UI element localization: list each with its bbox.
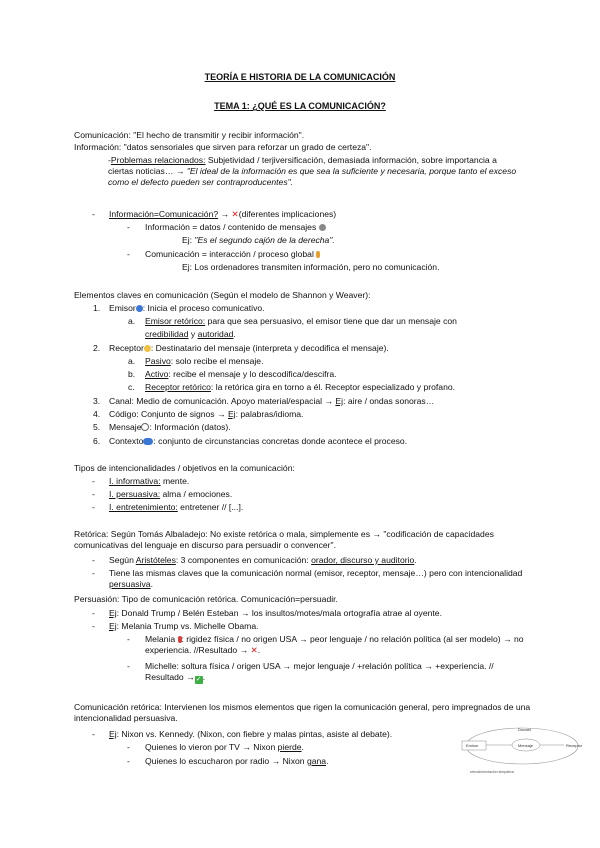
trump-example: Ej: Donald Trump / Belén Esteban → los insultos/motes/mala ortografía atrae al oyente. bbox=[109, 608, 442, 618]
list-number: 4. bbox=[93, 409, 101, 419]
bullet-dash: - bbox=[92, 209, 95, 219]
aristoteles-line: Según Aristóteles: 3 componentes en comunicación: orador, discurso y auditorio. bbox=[109, 555, 417, 565]
ear-icon bbox=[144, 345, 151, 352]
bullet-dash: - bbox=[92, 568, 95, 578]
eq-com-example: Ej: Los ordenadores transmiten información, pero no comunicación. bbox=[182, 262, 440, 272]
bullet-dash: - bbox=[127, 249, 130, 259]
tipo-persuasiva: I. persuasiva: alma / emociones. bbox=[109, 489, 233, 499]
melania-michelle-example: Ej: Melania Trump vs. Michelle Obama. bbox=[109, 621, 259, 631]
robot-icon bbox=[319, 224, 326, 231]
nixon-tv-line: Quienes lo vieron por TV → Nixon pierde. bbox=[145, 742, 304, 752]
nixon-radio-line: Quienes lo escucharon por radio → Nixon gana. bbox=[145, 756, 329, 766]
problemas-label: Problemas relacionados: bbox=[110, 155, 206, 165]
codigo-line: Código: Conjunto de signos → Ej: palabras/idioma. bbox=[109, 409, 304, 419]
tipo-informativa: I. informativa: mente. bbox=[109, 476, 190, 486]
persuasion-paragraph: Persuasión: Tipo de comunicación retórica. Comunicación=persuadir. bbox=[74, 594, 338, 604]
activo-line: Activo: recibe el mensaje y lo descodifica/descifra. bbox=[145, 369, 337, 379]
diagram-label-bottom: retroalimentación simpática bbox=[470, 770, 514, 774]
bullet-dash: - bbox=[92, 555, 95, 565]
bullet-dash: - bbox=[127, 742, 130, 752]
list-number: 5. bbox=[93, 422, 101, 432]
eq-arrow: → bbox=[218, 209, 232, 219]
michelle-line: Michelle: soltura física / origen USA → mejor lenguaje / +relación política → +experiencia. // Resultado →✓. bbox=[145, 661, 494, 683]
list-number: 3. bbox=[93, 396, 101, 406]
diagram-label-top: Donald bbox=[518, 727, 531, 732]
def-comunicacion: Comunicación: "El hecho de transmitir y recibir información". bbox=[74, 130, 305, 140]
communication-diagram bbox=[460, 722, 590, 778]
bullet-dash: - bbox=[92, 476, 95, 486]
list-number: 1. bbox=[93, 303, 101, 313]
cross-icon: ✕ bbox=[231, 209, 239, 219]
diagram-label-receptor: Receptor bbox=[566, 743, 583, 748]
claves-line: Tiene las mismas claves que la comunicación normal (emisor, receptor, mensaje…) pero con intencionalidad persuasiva. bbox=[109, 568, 523, 589]
contexto-line: Contexto : conjunto de circunstancias concretas donde acontece el proceso. bbox=[109, 436, 408, 446]
speaker-icon bbox=[136, 305, 143, 312]
check-icon: ✓ bbox=[195, 676, 202, 683]
people-icon bbox=[143, 438, 153, 445]
list-letter: b. bbox=[128, 369, 136, 379]
list-number: 6. bbox=[93, 436, 101, 446]
eq-tail: (diferentes implicaciones) bbox=[238, 209, 337, 219]
retorica-paragraph: Retórica: Según Tomás Albaladejo: No existe retórica o mala, simplemente es → "codificación de capacidades comunicativas del lenguaje en discurso para persuadir o convencer". bbox=[74, 529, 494, 550]
document-subtitle: TEMA 1: ¿QUÉ ES LA COMUNICACIÓN? bbox=[214, 101, 386, 111]
emisor-retorico-line: Emisor retórico: para que sea persuasivo, el emisor tiene que dar un mensaje con bbox=[145, 316, 457, 326]
eq-label: Información=Comunicación? bbox=[109, 209, 219, 219]
tipos-title: Tipos de intencionalidades / objetivos en la comunicación: bbox=[74, 463, 295, 473]
list-number: 2. bbox=[93, 343, 101, 353]
list-letter: c. bbox=[128, 382, 135, 392]
document-title: TEORÍA E HISTORIA DE LA COMUNICACIÓN bbox=[204, 72, 396, 82]
bullet-dash: - bbox=[92, 489, 95, 499]
eq-info-line: Información = datos / contenido de mensajes bbox=[145, 222, 326, 233]
receptor-retorico-line: Receptor retórico: la retórica gira en torno a él. Receptor especializado y profano. bbox=[145, 382, 456, 392]
receptor-line: Receptor : Destinatario del mensaje (interpreta y decodifica el mensaje). bbox=[109, 343, 389, 353]
def-informacion: Información: "datos sensoriales que sirven para reforzar un grado de certeza". bbox=[74, 142, 372, 152]
person-icon bbox=[316, 251, 320, 258]
bullet-dash: - bbox=[92, 621, 95, 631]
eq-info-example: Ej: "Es el segundo cajón de la derecha". bbox=[182, 235, 335, 245]
comunicacion-retorica-paragraph: Comunicación retórica: Intervienen los mismos elementos que rigen la comunicación general, pero impregnados de una intencionalidad persuasiva. bbox=[74, 702, 531, 723]
bullet-dash: - bbox=[127, 634, 130, 644]
bullet-dash: - bbox=[127, 222, 130, 232]
problemas-paragraph: -Problemas relacionados: Subjetividad / terjiversificación, demasiada información, sobre importancia a ciertas noticias… → "El ideal de la información es que sea la suficiente y necesaria, porque tanto el exceso como el defecto pueden ser contraproducentes". bbox=[108, 155, 517, 187]
tipo-entretenimiento: I. entretenimiento: entretener // [...]. bbox=[109, 502, 244, 512]
problemas-quote: "El ideal de la información es que sea la suficiente y necesaria, porque tanto el exceso como el defecto pueden ser contraproducentes". bbox=[108, 166, 517, 187]
eq-com-line: Comunicación = interacción / proceso global bbox=[145, 249, 320, 260]
pasivo-line: Pasivo: solo recibe el mensaje. bbox=[145, 356, 264, 366]
canal-line: Canal: Medio de comunicación. Apoyo material/espacial → Ej: aire / ondas sonoras… bbox=[109, 396, 435, 406]
cross-icon: ✕ bbox=[250, 645, 258, 655]
eq-line bbox=[109, 209, 336, 220]
diagram-label-emisor: Emisor bbox=[466, 743, 479, 748]
bullet-dash: - bbox=[127, 661, 130, 671]
elementos-title: Elementos claves en comunicación (Según el modelo de Shannon y Weaver): bbox=[74, 290, 371, 300]
bullet-dash: - bbox=[92, 729, 95, 739]
nixon-example: Ej: Nixon vs. Kennedy. (Nixon, con fiebre y malas pintas, asiste al debate). bbox=[109, 729, 393, 739]
bullet-dash: - bbox=[92, 502, 95, 512]
melania-line: Melania : rigidez física / no origen USA → peor lenguaje / no relación política (al ser modelo) → no experiencia. //Resultado → ✕. bbox=[145, 634, 524, 655]
list-letter: a. bbox=[128, 316, 136, 326]
mensaje-line: Mensaje : Información (datos). bbox=[109, 422, 231, 432]
diagram-label-mensaje: Mensaje bbox=[518, 743, 534, 748]
list-letter: a. bbox=[128, 356, 136, 366]
emisor-line: Emisor : Inicia el proceso comunicativo. bbox=[109, 303, 265, 313]
emisor-retorico-line2: credibilidad y autoridad. bbox=[145, 329, 236, 339]
bullet-dash: - bbox=[92, 608, 95, 618]
problemas-text: Subjetividad / terjiversificación, demasiada información, sobre importancia a ciertas noticias… → bbox=[108, 155, 497, 176]
bullet-dash: - bbox=[127, 756, 130, 766]
